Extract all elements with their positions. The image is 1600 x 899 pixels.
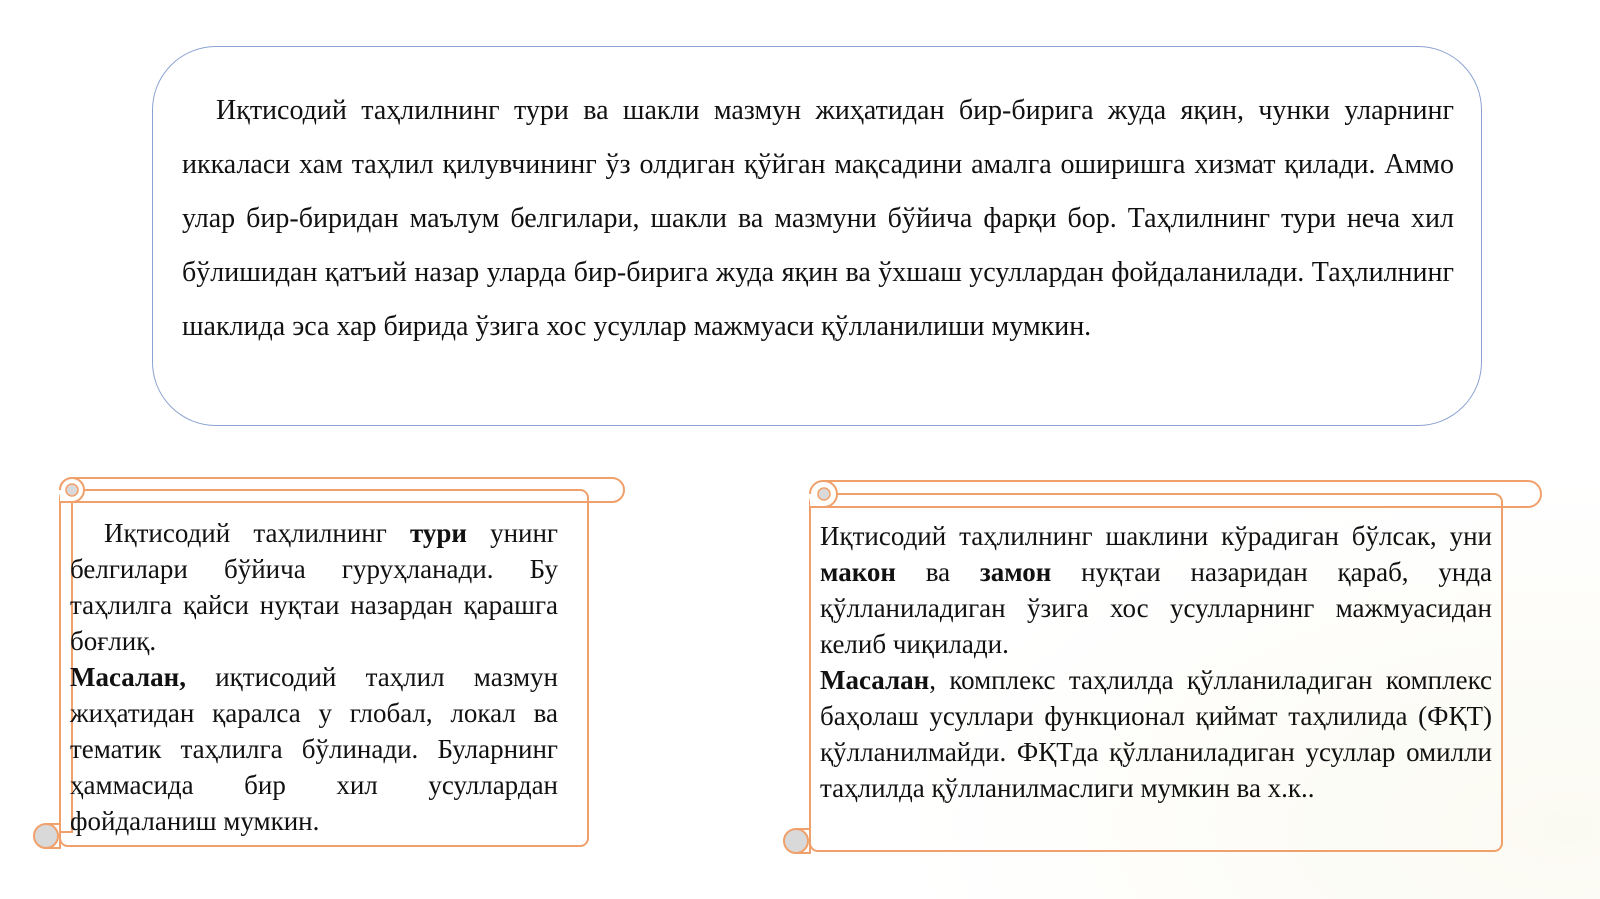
left-p1-bold-turi: тури [409, 518, 467, 548]
right-scroll-paragraph-2 [820, 662, 1492, 806]
right-scroll-text [820, 518, 1492, 806]
left-p2-bold-masalan: Масалан, [70, 662, 186, 692]
top-box-text: Иқтисодий таҳлилнинг тури ва шакли мазмун жиҳатидан бир-бирига жуда яқин, чунки уларнинг иккаласи хам таҳлил қилувчининг ўз олдиган қўйган мақсадини амалга оширишга хизмат қилади. Аммо улар бир-биридан маълум белгилари, шакли ва мазмуни бўйича фарқи бор. Таҳлилнинг тури неча хил бўлишидан қатъий назар уларда бир-бирига жуда яқин ва ўхшаш усуллардан фойдаланилади. Таҳлилнинг шаклида эса хар бирида ўзига хос усуллар мажмуаси қўлланилиши мумкин. [182, 95, 1454, 342]
right-p2-bold-masalan: Масалан [820, 665, 930, 695]
right-p1-text-b: ва [895, 557, 980, 587]
right-p1-text-a: Иқтисодий таҳлилнинг шаклини кўрадиган бўлсак, уни [820, 521, 1492, 551]
left-p1-text-a: Иқтисодий таҳлилнинг [104, 518, 410, 548]
right-p1-bold-makon: макон [820, 557, 896, 587]
right-p2-text: , комплекс таҳлилда қўлланиладиган комплекс баҳолаш усуллари функционал қиймат таҳлилида (ФҚТ) қўлланилмайди. ФҚТда қўлланиладиган усуллар омилли таҳлилда қўлланилмаслиги мумкин ва х.к.. [820, 665, 1492, 803]
left-scroll-paragraph-1 [70, 515, 558, 659]
left-p2-text: иқтисодий таҳлил мазмун жиҳатидан қаралса у глобал, локал ва тематик таҳлилга бўлинади. Буларнинг ҳаммасида бир хил усуллардан фойдаланиш мумкин. [70, 662, 558, 836]
right-scroll-paragraph-1 [820, 518, 1492, 662]
left-p1-text-b: унинг белгилари бўйича гуруҳланади. Бу таҳлилга қайси нуқтаи назардан қарашга боғлиқ. [70, 518, 559, 656]
left-scroll-text [70, 515, 558, 839]
right-p1-text-c: нуқтаи назаридан қараб, унда қўлланиладиган ўзига хос усулларнинг мажмуасидан келиб чиқилади. [820, 557, 1492, 659]
right-p1-bold-zamon: замон [979, 557, 1052, 587]
left-scroll-paragraph-2 [70, 659, 558, 839]
